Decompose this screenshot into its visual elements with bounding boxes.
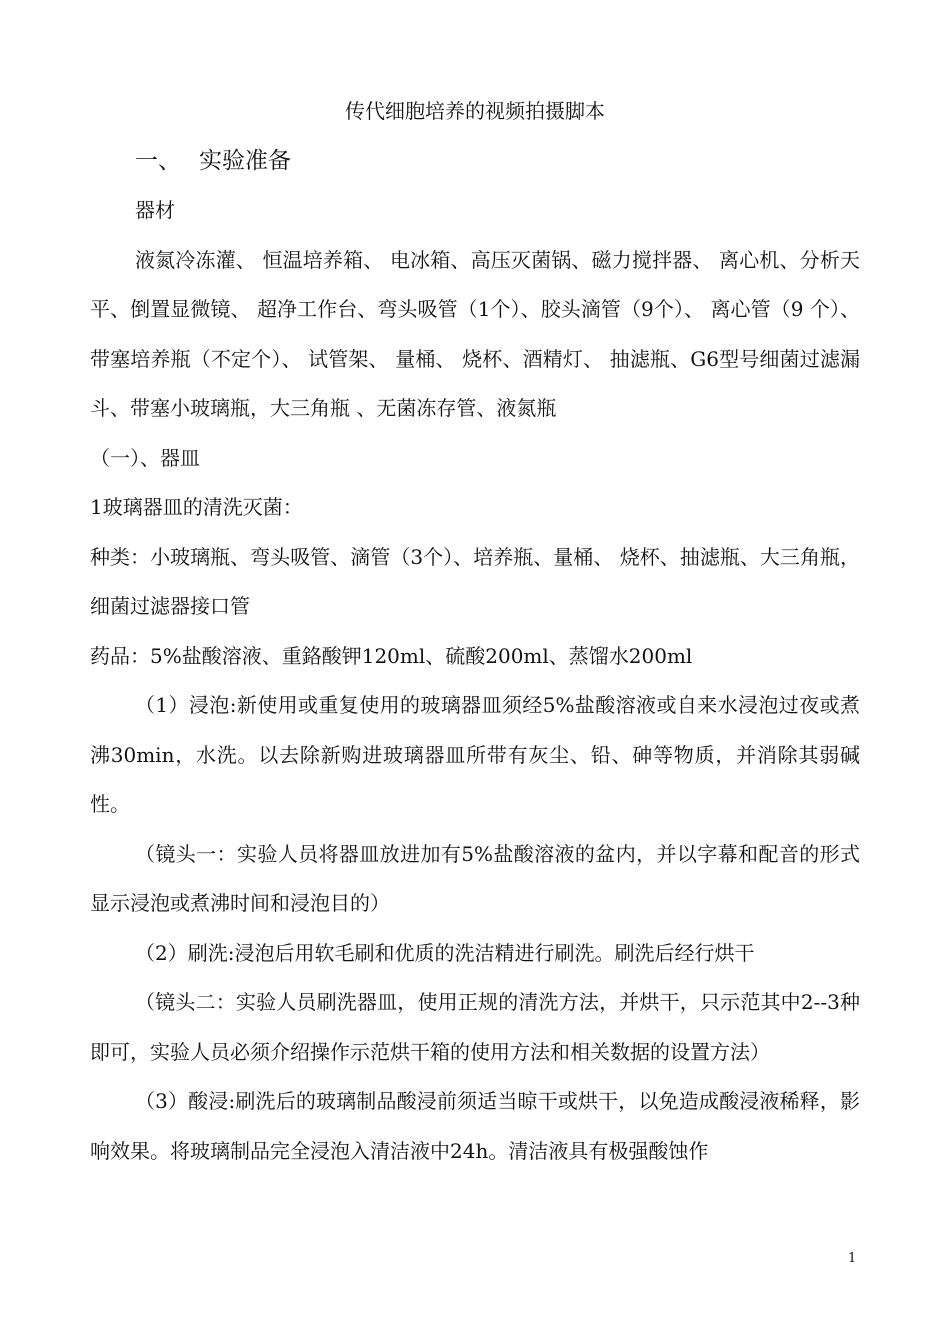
section-number: 一、 bbox=[135, 148, 181, 174]
document-title: 传代细胞培养的视频拍摄脚本 bbox=[345, 99, 605, 123]
equipment-list-paragraph: 液氮冷冻灌、 恒温培养箱、 电冰箱、高压灭菌锅、磁力搅拌器、 离心机、分析天平、倒置显微镜、 超净工作台、弯头吸管（1个）、胶头滴管（9个）、 离心管（9 个）、 带塞培养瓶（不定个）、 试管架、 量桶、 烧杯、酒精灯、 抽滤瓶、G6型号细菌过滤漏斗、带塞小玻璃瓶，大三角瓶 、无菌冻存管、液氮瓶 bbox=[90, 247, 860, 420]
shot-paragraph: （镜头二：实验人员刷洗器皿，使用正规的清洗方法，并烘干，只示范其中2--3种即可，实验人员必须介绍操作示范烘干箱的使用方法和相关数据的设置方法） bbox=[90, 990, 860, 1064]
reagents-paragraph: 药品：5%盐酸溶液、重鉻酸钾120ml、硫酸200ml、蒸馏水200ml bbox=[90, 643, 693, 668]
equipment-label: 器材 bbox=[135, 198, 175, 222]
step-paragraph: （1）浸泡:新使用或重复使用的玻璃器皿须经5%盐酸溶液或自来水浸泡过夜或煮沸30min，水洗。以去除新购进玻璃器皿所带有灰尘、铅、砷等物质，并消除其弱碱性。 bbox=[90, 693, 860, 816]
step-paragraph: （3）酸浸:刷洗后的玻璃制品酸浸前须适当晾干或烘干，以免造成酸浸液稀释，影响效果。将玻璃制品完全浸泡入清洁液中24h。清洁液具有极强酸蚀作 bbox=[90, 1089, 860, 1163]
section-heading bbox=[135, 146, 291, 176]
sub-heading: （一）、器皿 bbox=[90, 445, 200, 470]
step-paragraph: （2）刷洗:浸泡后用软毛刷和优质的洗洁精进行刷洗。刷洗后经行烘干 bbox=[135, 940, 755, 965]
document-body bbox=[90, 186, 860, 1176]
page-number: 1 bbox=[848, 1251, 857, 1266]
section-heading-text: 实验准备 bbox=[199, 148, 291, 174]
shot-paragraph: （镜头一：实验人员将器皿放进加有5%盐酸溶液的盆内，并以字幕和配音的形式显示浸泡或煮沸时间和浸泡目的） bbox=[90, 841, 860, 915]
kinds-paragraph: 种类：小玻璃瓶、弯头吸管、滴管（3个）、培养瓶、量桶、 烧杯、抽滤瓶、大三角瓶，细菌过滤器接口管 bbox=[90, 544, 860, 618]
item-title: 1玻璃器皿的清洗灭菌： bbox=[90, 495, 303, 519]
